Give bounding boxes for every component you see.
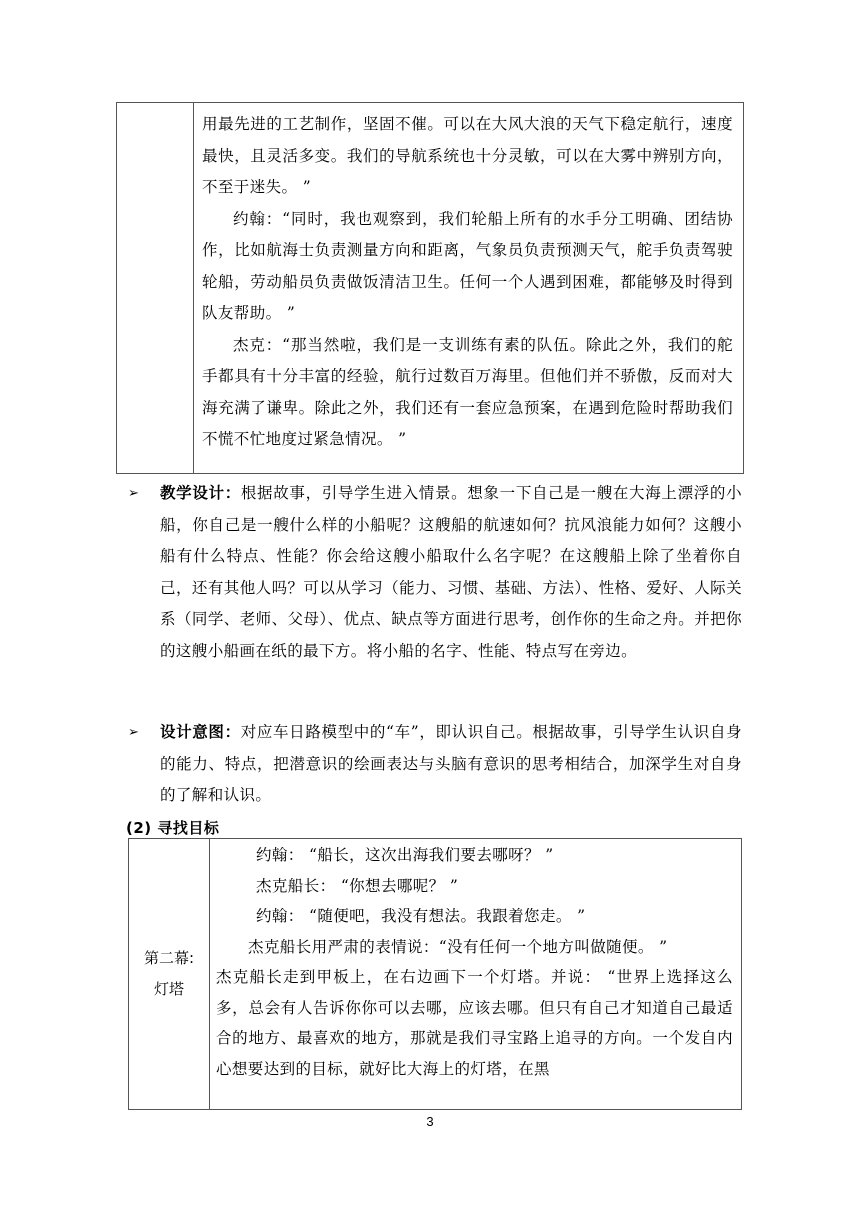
dialogue-line: 约翰： “船长，这次出海我们要去哪呀？ ” bbox=[256, 846, 554, 864]
story-text-cell bbox=[194, 103, 744, 474]
story-paragraph: 用最先进的工艺制作，坚固不催。可以在大风大浪的天气下稳定航行，速度最快，且灵活多变。我们的导航系统也十分灵敏，可以在大雾中辨别方向，不至于迷失。 ” bbox=[202, 115, 733, 196]
bullet-label: 设计意图： bbox=[160, 723, 241, 741]
story-paragraph: 约翰：“同时，我也观察到，我们轮船上所有的水手分工明确、团结协作，比如航海士负责测量方向和距离，气象员负责预测天气，舵手负责驾驶轮船，劳动船员负责做饭清洁卫生。任何一个人遇到困难，都能够及时得到队友帮助。 ” bbox=[202, 209, 733, 322]
act-title: 灯塔 bbox=[153, 980, 184, 998]
act-label: 第二幕: bbox=[143, 949, 195, 967]
act-label-cell bbox=[117, 103, 194, 474]
page-number: 3 bbox=[426, 1114, 434, 1129]
act-label-cell bbox=[129, 839, 210, 1110]
bullet-text: 对应车日路模型中的“车”，即认识自己。根据故事，引导学生认识自身的能力、特点，把潜意识的绘画表达与头脑有意识的思考相结合，加深学生对自身的了解和认识。 bbox=[160, 723, 742, 804]
bullet-text: 根据故事，引导学生进入情景。想象一下自己是一艘在大海上漂浮的小船，你自己是一艘什么样的小船呢？这艘船的航速如何？抗风浪能力如何？这艘小船有什么特点、性能？你会给这艘小船取什么名字呢？在这艘船上除了坐着你自己，还有其他人吗？可以从学习（能力、习惯、基础、方法）、性格、爱好、人际关系（同学、老师、父母）、优点、缺点等方面进行思考，创作你的生命之舟。并把你的这艘小船画在纸的最下方。将小船的名字、性能、特点写在旁边。 bbox=[160, 484, 742, 660]
arrow-bullet-icon: ➢ bbox=[128, 725, 140, 740]
section-heading: (2) 寻找目标 bbox=[126, 819, 220, 837]
bullet-label: 教学设计： bbox=[160, 484, 241, 502]
dialogue-line: 杰克船长： “你想去哪呢？ ” bbox=[256, 876, 459, 895]
story-text-cell bbox=[210, 839, 742, 1110]
teaching-design-bullet bbox=[130, 478, 742, 667]
dialogue-line: 杰克船长走到甲板上，在右边画下一个灯塔。并说： “世界上选择这么多，总会有人告诉你你可以去哪，应该去哪。但只有自己才知道自己最适合的地方、最喜欢的地方，那就是我们寻宝路上追寻的方向。一个发自内心想要达到的目标，就好比大海上的灯塔，在黑 bbox=[216, 968, 733, 1078]
dialogue-line: 约翰： “随便吧，我没有想法。我跟着您走。 ” bbox=[256, 907, 586, 925]
arrow-bullet-icon: ➢ bbox=[128, 486, 140, 501]
dialogue-line: 杰克船长用严肃的表情说：“没有任何一个地方叫做随便。 ” bbox=[248, 937, 668, 956]
story-paragraph: 杰克：“那当然啦，我们是一支训练有素的队伍。除此之外，我们的舵手都具有十分丰富的经验，航行过数百万海里。但他们并不骄傲，反而对大海充满了谦卑。除此之外，我们还有一套应急预案，在遇到危险时帮助我们不慌不忙地度过紧急情况。 ” bbox=[202, 335, 733, 448]
design-intent-bullet bbox=[130, 717, 742, 812]
story-table-act2 bbox=[128, 838, 742, 1110]
story-table-act1 bbox=[116, 102, 744, 474]
